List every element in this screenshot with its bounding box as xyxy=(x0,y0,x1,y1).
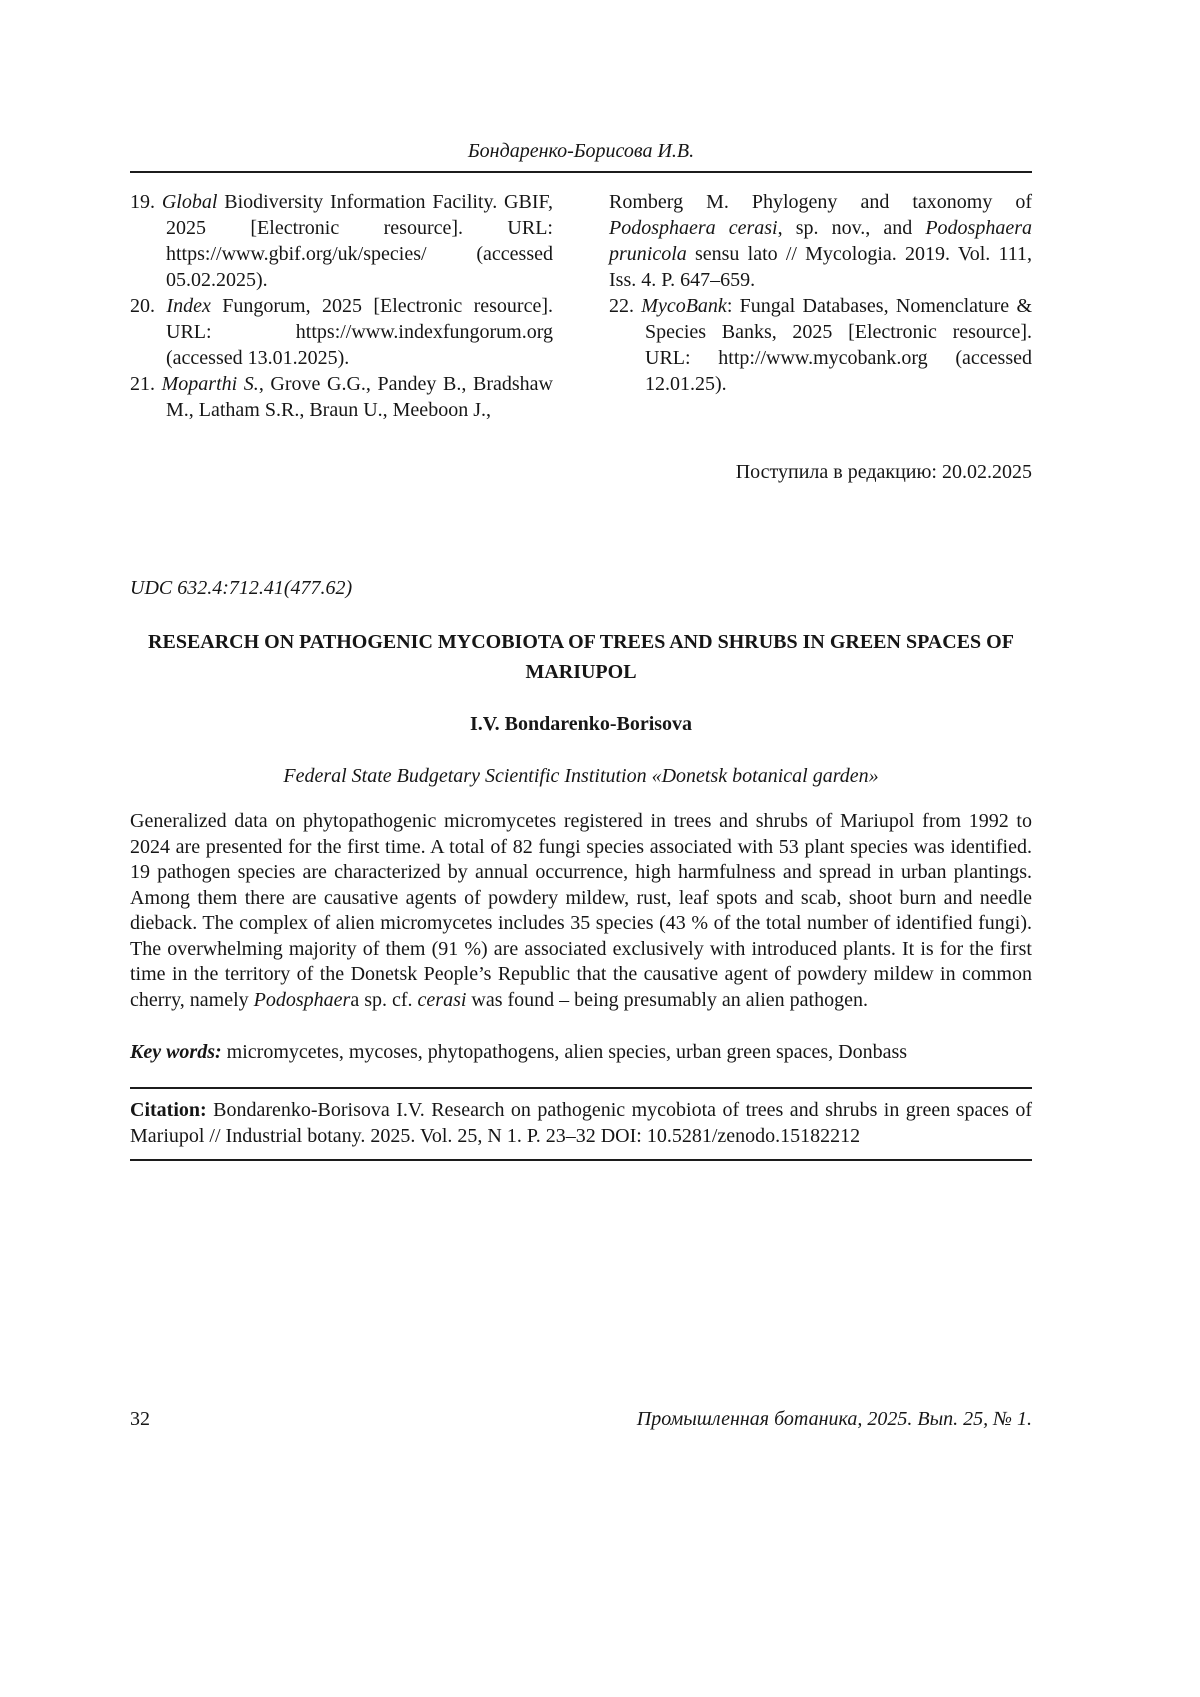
reference-item-20 xyxy=(130,293,553,371)
received-date-note: Поступила в редакцию: 20.02.2025 xyxy=(735,461,1032,483)
citation-label: Citation: xyxy=(130,1099,207,1121)
reference-italic: Podosphaera cerasi xyxy=(609,217,778,239)
abstract-text: was found – being presumably an alien pathogen. xyxy=(466,988,868,1011)
reference-text: sensu lato // Mycologia. 2019. Vol. 111, Iss. 4. P. 647–659. xyxy=(609,243,1032,291)
reference-text: Biodiversity Information Facility. GBIF, 2025 [Electronic resource]. URL: https://www.gbif.org/uk/species/ (accessed 05.02.2025). xyxy=(166,191,554,291)
abstract-paragraph xyxy=(130,809,1032,1013)
article-title: RESEARCH ON PATHOGENIC MYCOBIOTA OF TREES AND SHRUBS IN GREEN SPACES OF MARIUPOL xyxy=(148,631,1014,683)
reference-number: 20. xyxy=(130,295,155,317)
affiliation: Federal State Budgetary Scientific Institution «Donetsk botanical garden» xyxy=(283,765,879,787)
reference-italic: Global xyxy=(161,191,218,213)
header-rule xyxy=(130,171,1032,173)
reference-text: , Grove G.G., Pandey B., Bradshaw M., Latham S.R., Braun U., Meeboon J., xyxy=(166,373,553,421)
references-left-column xyxy=(130,189,553,423)
reference-text: Fungorum, 2025 [Electronic resource]. URL: https://www.indexfungorum.org (accessed 13.01.2025). xyxy=(166,295,554,369)
reference-italic: Podosphaera prunicola xyxy=(609,217,1032,265)
reference-item-22 xyxy=(609,293,1032,397)
citation-text: Bondarenko-Borisova I.V. Research on pathogenic mycobiota of trees and shrubs in green spaces of Mariupol // Industrial botany. 2025. Vol. 25, N 1. P. 23–32 DOI: 10.5281/zenodo.15182212 xyxy=(130,1099,1032,1147)
keywords-text: micromycetes, mycoses, phytopathogens, alien species, urban green spaces, Donbass xyxy=(221,1041,908,1063)
page-number: 32 xyxy=(130,1408,150,1430)
abstract-italic: cerasi xyxy=(417,988,467,1011)
abstract-text: Generalized data on phytopathogenic micromycetes registered in trees and shrubs of Mariupol from 1992 to 2024 are presented for the first time. A total of 82 fungi species associated with 53 plant species was identified. 19 pathogen species are characterized by annual occurrence, high harmfulness and spread in urban plantings. Among them there are causative agents of powdery mildew, rust, leaf spots and scab, shoot burn and needle dieback. The complex of alien micromycetes includes 35 species (43 % of the total number of identified fungi). The overwhelming majority of them (91 %) are associated exclusively with introduced plants. It is for the first time in the territory of the Donetsk People’s Republic that the causative agent of powdery mildew in common cherry, namely xyxy=(130,810,1032,1011)
reference-text: , sp. nov., and xyxy=(777,217,926,239)
reference-item-21 xyxy=(130,371,553,423)
reference-italic: MycoBank xyxy=(641,295,727,317)
references-right-column xyxy=(609,189,1032,423)
author-name: I.V. Bondarenko-Borisova xyxy=(469,713,693,735)
citation-block xyxy=(130,1087,1032,1161)
journal-name: Промышленная ботаника, 2025. Вып. 25, № 1. xyxy=(636,1408,1032,1430)
keywords-label: Key words: xyxy=(130,1041,222,1063)
page-footer xyxy=(130,1406,1032,1432)
reference-text: : Fungal Databases, Nomenclature & Species Banks, 2025 [Electronic resource]. URL: http://www.mycobank.org (accessed 12.01.25). xyxy=(645,295,1033,395)
reference-number: 22. xyxy=(609,295,634,317)
references-section xyxy=(130,189,1032,423)
reference-item-21-continued xyxy=(609,189,1032,293)
keywords-line xyxy=(130,1039,1032,1065)
reference-text: Romberg M. Phylogeny and taxonomy of xyxy=(609,191,1032,213)
abstract-text: a sp. cf. xyxy=(350,988,418,1011)
reference-number: 19. xyxy=(130,191,155,213)
reference-italic: Moparthi S. xyxy=(161,373,259,395)
reference-item-19 xyxy=(130,189,553,293)
reference-number: 21. xyxy=(130,373,155,395)
running-head: Бондаренко-Борисова И.В. xyxy=(467,140,695,162)
abstract-italic: Podosphaer xyxy=(253,988,351,1011)
udc-line: UDC 632.4:712.41(477.62) xyxy=(130,577,353,599)
reference-italic: Index xyxy=(166,295,211,317)
